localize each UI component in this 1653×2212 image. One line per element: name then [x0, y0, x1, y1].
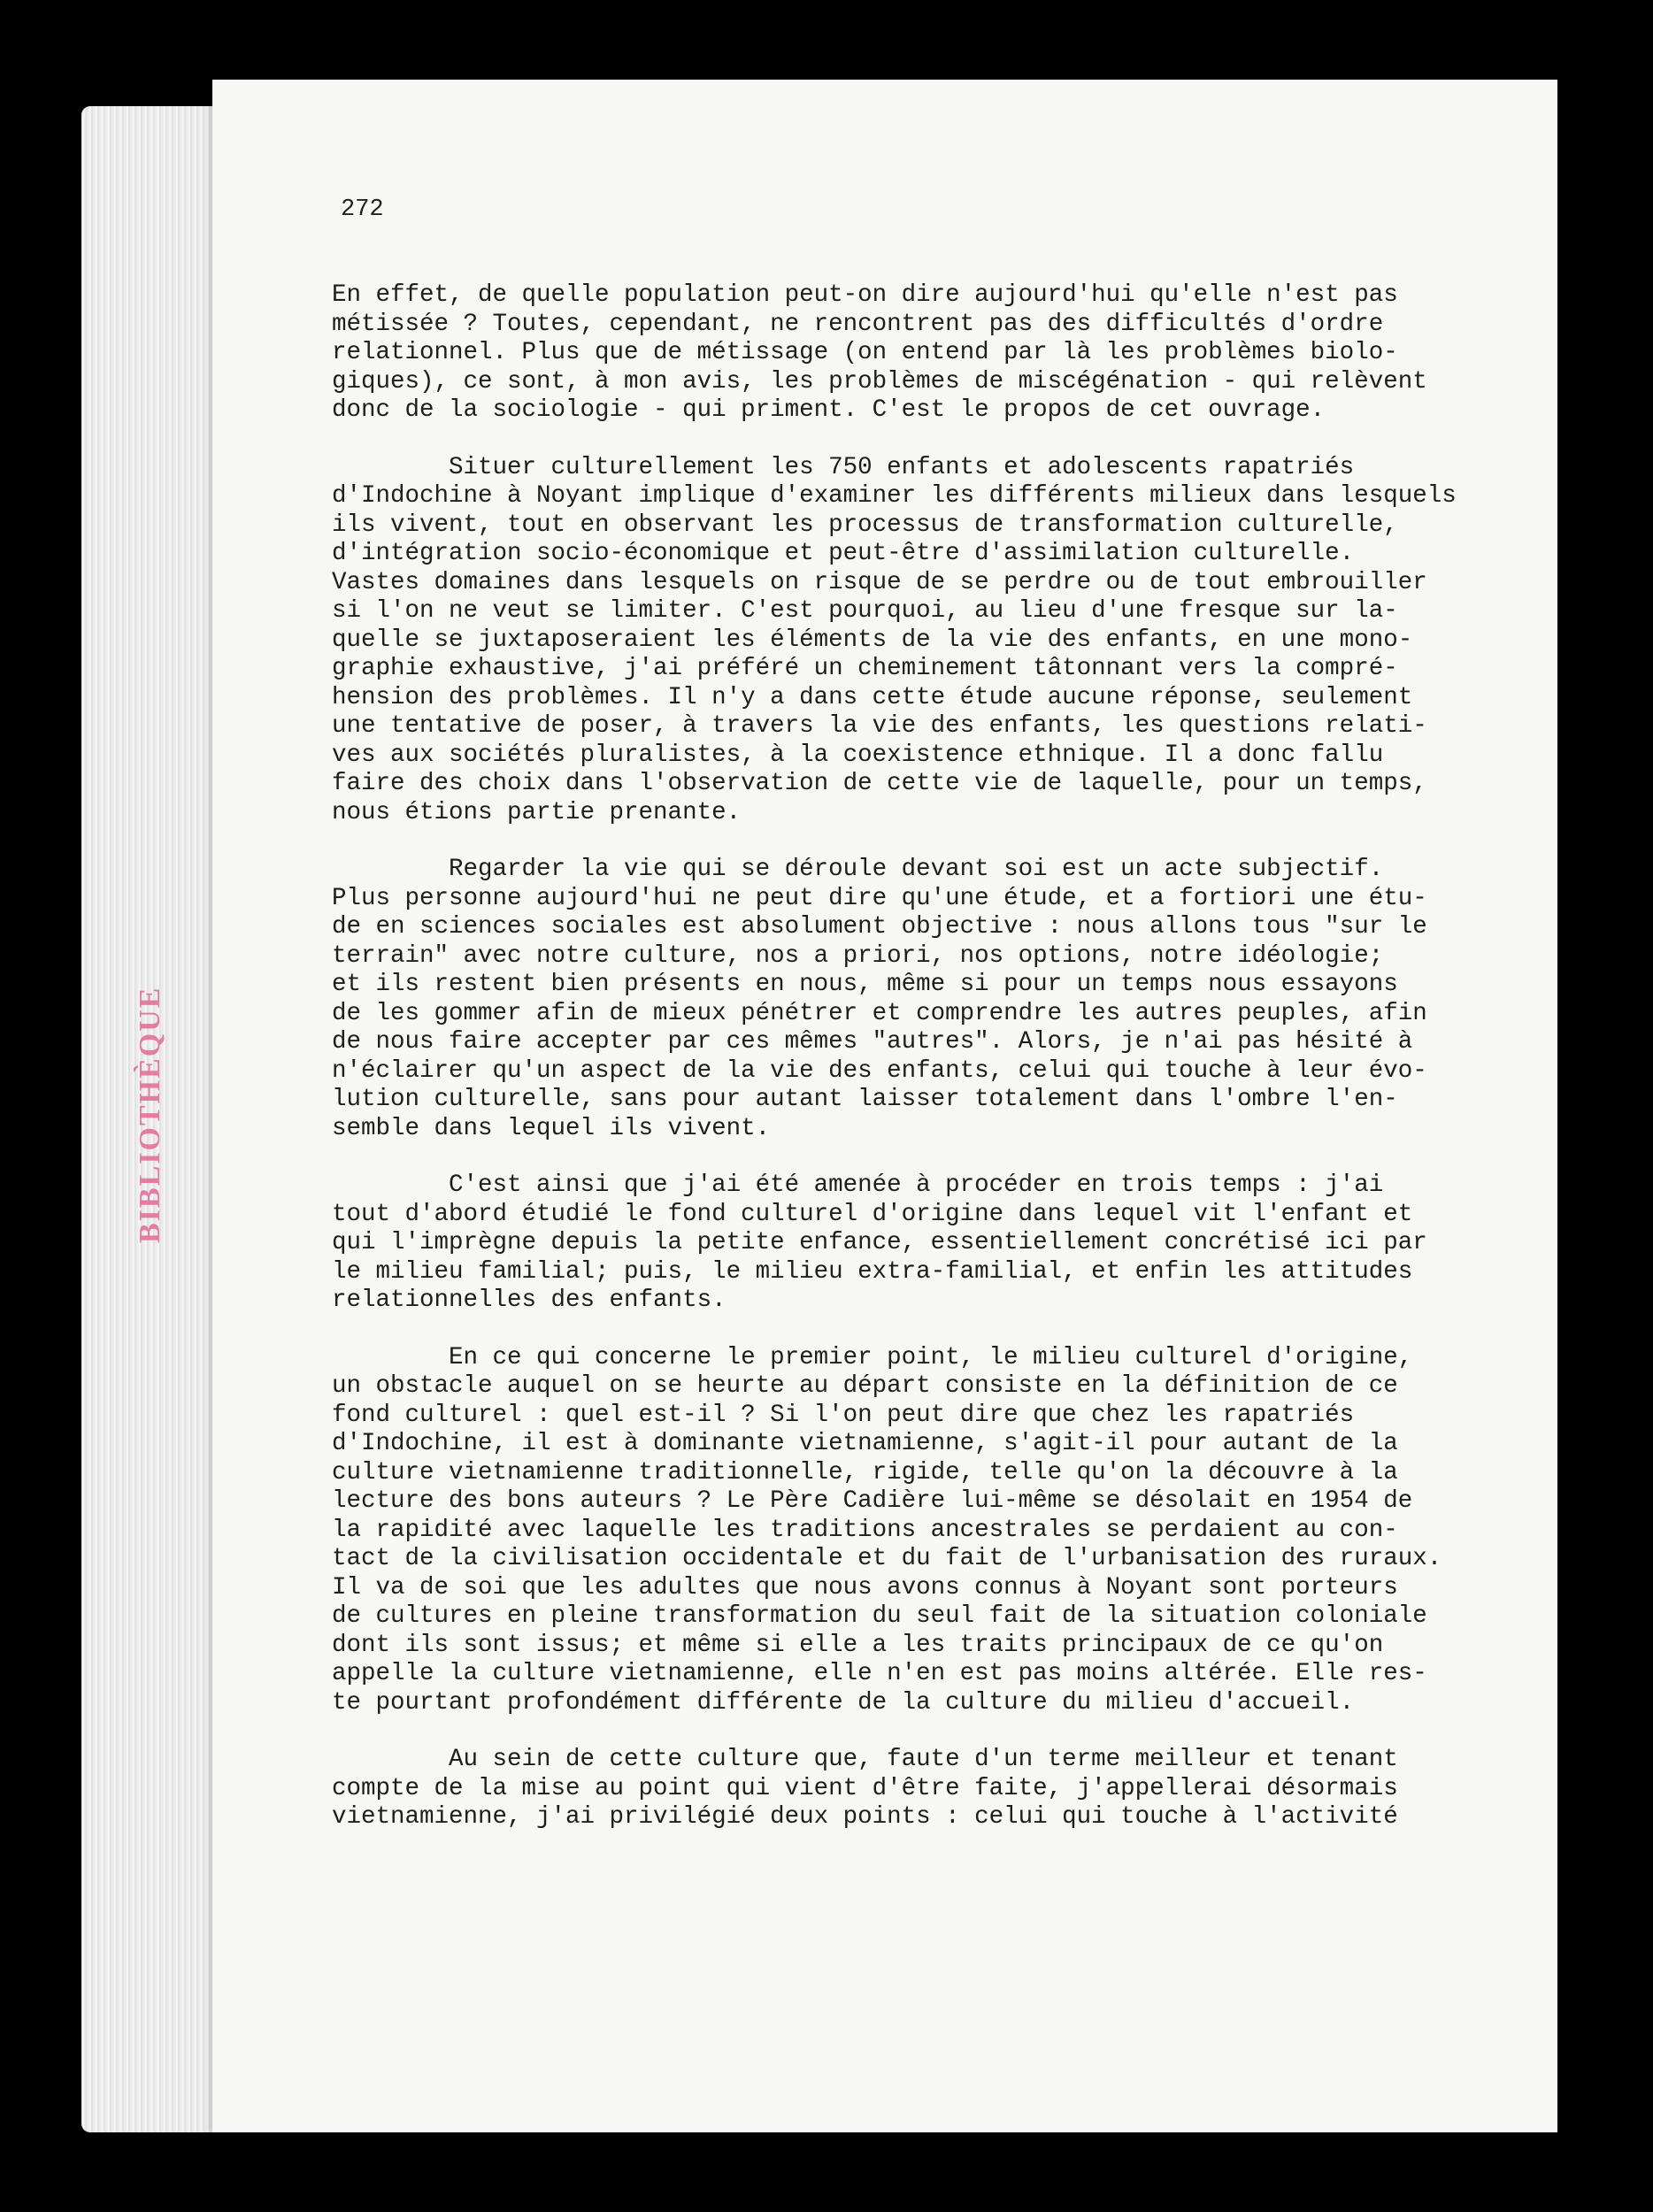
text-line: donc de la sociologie - qui priment. C'est le propos de cet ouvrage. [332, 396, 1326, 424]
text-line: Regarder la vie qui se déroule devant soi est un acte subjectif. [332, 856, 1384, 883]
text-line: En ce qui concerne le premier point, le milieu culturel d'origine, [332, 1343, 1413, 1371]
text-line: compte de la mise au point qui vient d'être faite, j'appellerai désormais [332, 1774, 1398, 1802]
paragraph-5 [332, 1344, 1482, 1718]
text-line: C'est ainsi que j'ai été amenée à procéder en trois temps : j'ai [332, 1171, 1384, 1199]
text-line: et ils restent bien présents en nous, même si pour un temps nous essayons [332, 971, 1398, 998]
paragraph-3 [332, 856, 1482, 1143]
text-line: ils vivent, tout en observant les processus de transformation culturelle, [332, 511, 1398, 539]
text-line: En effet, de quelle population peut-on dire aujourd'hui qu'elle n'est pas [332, 281, 1398, 309]
text-line: graphie exhaustive, j'ai préféré un cheminement tâtonnant vers la compré- [332, 655, 1398, 682]
text-line: Il va de soi que les adultes que nous avons connus à Noyant sont porteurs [332, 1573, 1398, 1601]
text-line: si l'on ne veut se limiter. C'est pourquoi, au lieu d'une fresque sur la- [332, 597, 1398, 625]
text-line: hension des problèmes. Il n'y a dans cette étude aucune réponse, seulement [332, 683, 1413, 711]
text-line: de en sciences sociales est absolument objective : nous allons tous "sur le [332, 913, 1427, 941]
text-line: métissée ? Toutes, cependant, ne rencontrent pas des difficultés d'ordre [332, 310, 1384, 338]
text-line: ves aux sociétés pluralistes, à la coexistence ethnique. Il a donc fallu [332, 741, 1384, 769]
text-line: dont ils sont issus; et même si elle a les traits principaux de ce qu'on [332, 1631, 1384, 1659]
text-line: semble dans lequel ils vivent. [332, 1114, 771, 1142]
text-line: lution culturelle, sans pour autant laisser totalement dans l'ombre l'en- [332, 1086, 1398, 1113]
paragraph-6 [332, 1746, 1482, 1832]
page-body [332, 281, 1482, 1861]
library-stamp: BIBLIOTHÈQUE [134, 986, 166, 1244]
text-line: tout d'abord étudié le fond culturel d'origine dans lequel vit l'enfant et [332, 1200, 1413, 1228]
text-line: qui l'imprègne depuis la petite enfance, essentiellement concrétisé ici par [332, 1229, 1427, 1256]
text-line: de cultures en pleine transformation du seul fait de la situation coloniale [332, 1602, 1427, 1630]
text-line: d'Indochine à Noyant implique d'examiner les différents milieux dans lesquels [332, 482, 1457, 510]
text-line: la rapidité avec laquelle les traditions ancestrales se perdaient au con- [332, 1516, 1398, 1544]
text-line: Au sein de cette culture que, faute d'un terme meilleur et tenant [332, 1746, 1398, 1773]
text-line: terrain" avec notre culture, nos a priori, nos options, notre idéologie; [332, 941, 1384, 970]
page-number: 272 [341, 196, 384, 223]
text-line: Situer culturellement les 750 enfants et adolescents rapatriés [332, 453, 1355, 481]
text-line: te pourtant profondément différente de la culture du milieu d'accueil. [332, 1688, 1355, 1717]
text-line: d'intégration socio-économique et peut-être d'assimilation culturelle. [332, 540, 1355, 567]
paragraph-2 [332, 454, 1482, 828]
text-line: de nous faire accepter par ces mêmes "autres". Alors, je n'ai pas hésité à [332, 1028, 1413, 1056]
text-line: Vastes domaines dans lesquels on risque de se perdre ou de tout embrouiller [332, 568, 1427, 596]
text-line: d'Indochine, il est à dominante vietnamienne, s'agit-il pour autant de la [332, 1430, 1398, 1457]
text-line: Plus personne aujourd'hui ne peut dire qu'une étude, et a fortiori une étu- [332, 884, 1427, 912]
text-line: giques), ce sont, à mon avis, les problèmes de miscégénation - qui relèvent [332, 367, 1427, 396]
text-line: tact de la civilisation occidentale et du fait de l'urbanisation des ruraux. [332, 1545, 1442, 1572]
text-line: de les gommer afin de mieux pénétrer et comprendre les autres peuples, afin [332, 999, 1427, 1027]
text-line: nous étions partie prenante. [332, 798, 742, 826]
text-line: relationnelles des enfants. [332, 1286, 727, 1314]
text-line: un obstacle auquel on se heurte au départ consiste en la définition de ce [332, 1372, 1398, 1400]
text-line: fond culturel : quel est-il ? Si l'on peut dire que chez les rapatriés [332, 1401, 1355, 1429]
text-line: le milieu familial; puis, le milieu extra-familial, et enfin les attitudes [332, 1257, 1413, 1286]
text-line: relationnel. Plus que de métissage (on entend par là les problèmes biolo- [332, 339, 1398, 366]
text-line: culture vietnamienne traditionnelle, rigide, telle qu'on la découvre à la [332, 1458, 1398, 1486]
text-line: faire des choix dans l'observation de cette vie de laquelle, pour un temps, [332, 770, 1427, 797]
text-line: quelle se juxtaposeraient les éléments de la vie des enfants, en une mono- [332, 626, 1413, 654]
text-line: appelle la culture vietnamienne, elle n'en est pas moins altérée. Elle res- [332, 1660, 1427, 1687]
text-line: n'éclairer qu'un aspect de la vie des enfants, celui qui touche à leur évo- [332, 1056, 1427, 1085]
text-line: une tentative de poser, à travers la vie des enfants, les questions relati- [332, 712, 1427, 740]
paragraph-4 [332, 1171, 1482, 1316]
paragraph-1 [332, 281, 1482, 426]
text-line: lecture des bons auteurs ? Le Père Cadière lui-même se désolait en 1954 de [332, 1487, 1413, 1515]
text-line: vietnamienne, j'ai privilégié deux points : celui qui touche à l'activité [332, 1803, 1398, 1831]
